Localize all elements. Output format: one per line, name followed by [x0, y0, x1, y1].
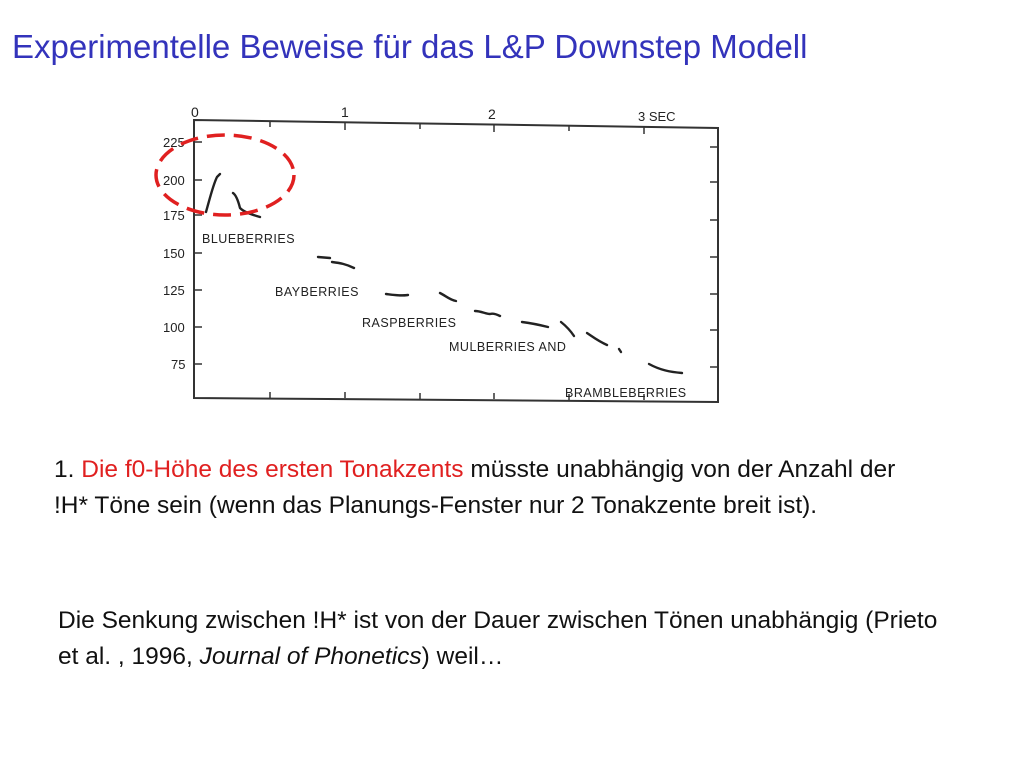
label-bayberries: BAYBERRIES: [275, 285, 359, 299]
point-number: 1.: [54, 456, 75, 483]
contour-raspberries-2: [440, 293, 456, 301]
x-tick-marks: [194, 120, 644, 134]
contour-raspberries-1: [386, 294, 408, 295]
y-tick-75: 75: [171, 357, 186, 372]
point-1-text: [54, 452, 934, 524]
y-tick-225: 225: [163, 135, 185, 150]
note-journal: Journal of Phonetics: [199, 643, 422, 670]
contour-blueberries-rise: [206, 174, 220, 212]
note-text: [58, 603, 958, 675]
label-raspberries: RASPBERRIES: [362, 316, 457, 330]
slide-title: Experimentelle Beweise für das L&P Downstep Modell: [12, 28, 808, 65]
contour-and-tail: [619, 349, 621, 352]
note-after: ) weil…: [421, 643, 504, 670]
label-blueberries: BLUEBERRIES: [202, 232, 296, 246]
y-tick-175: 175: [163, 208, 185, 223]
y-tick-100: 100: [163, 320, 185, 335]
label-brambleberries: BRAMBLEBERRIES: [565, 386, 687, 400]
plot-frame: [194, 120, 718, 402]
contour-mulberries-3: [561, 322, 574, 336]
y-tick-marks-right: [710, 147, 718, 367]
x-tick-2: 2: [488, 106, 496, 122]
label-mulberries-and: MULBERRIES AND: [449, 340, 567, 354]
x-tick-1: 1: [341, 104, 349, 120]
contour-brambleberries: [649, 364, 682, 373]
y-tick-150: 150: [163, 246, 185, 261]
contour-and: [587, 333, 607, 345]
x-tick-3: 3 SEC: [638, 109, 676, 124]
x-tick-0: 0: [191, 104, 199, 120]
contour-bayberries-1: [318, 257, 330, 258]
point-highlight: Die f0-Höhe des ersten Tonakzents: [81, 456, 464, 483]
note-before: Die Senkung zwischen !H* ist von der Dauer zwischen Tönen unabhängig (Prieto et al. , 1996,: [58, 607, 938, 670]
contour-mulberries-1: [475, 311, 500, 316]
contour-bayberries-2: [332, 262, 354, 268]
f0-contours: [206, 174, 682, 373]
y-tick-marks-left: [194, 142, 202, 364]
y-tick-125: 125: [163, 283, 185, 298]
y-tick-200: 200: [163, 173, 185, 188]
contour-mulberries-2: [522, 322, 548, 327]
point-rest: müsste unabhängig von der Anzahl der !H* Töne sein (wenn das Planungs-Fenster nur 2 Tonakzente breit ist).: [54, 456, 896, 519]
f0-contour-figure: [150, 100, 730, 410]
f0-contour-svg: [150, 100, 730, 410]
